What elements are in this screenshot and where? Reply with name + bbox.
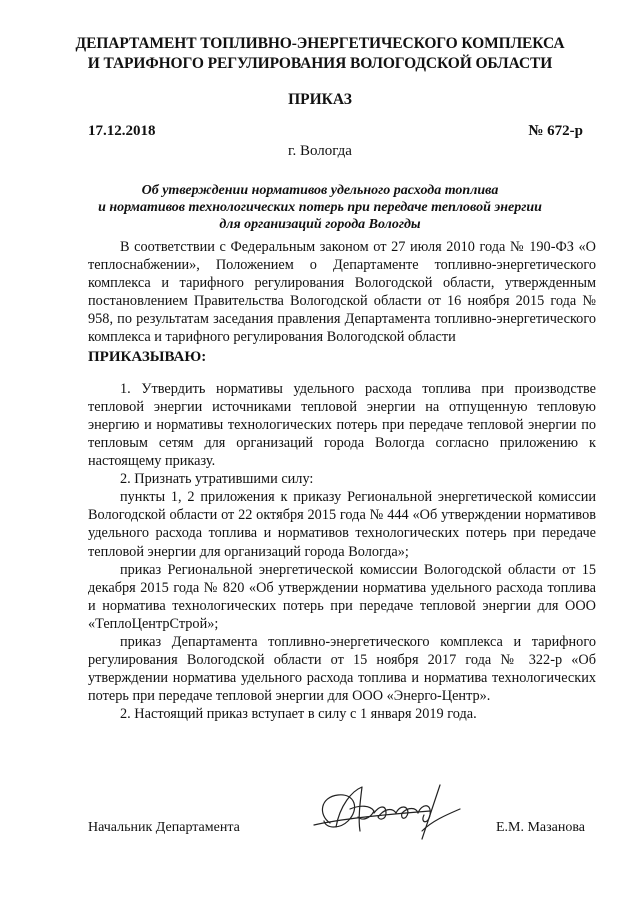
subject-line3: для организаций города Вологды — [219, 217, 421, 232]
item-2a-paragraph: пункты 1, 2 приложения к приказу Региональной энергетической комиссии Вологодской области от 22 октября 2015 года № 444 «Об утверждении нормативов удельного расхода топлива и нормативов технологических потерь при передаче тепловой энергии для организаций города Вологда»; — [88, 489, 596, 560]
org-name-line1: ДЕПАРТАМЕНТ ТОПЛИВНО-ЭНЕРГЕТИЧЕСКОГО КОМПЛЕКСА — [75, 35, 565, 52]
document-number: № 672-р — [528, 123, 583, 139]
item-3-paragraph: 2. Настоящий приказ вступает в силу с 1 января 2019 года. — [120, 706, 477, 723]
document-date: 17.12.2018 — [88, 123, 156, 139]
document-body — [88, 238, 596, 723]
document-city: г. Вологда — [288, 143, 352, 159]
document-subject — [80, 182, 560, 233]
preamble-paragraph: В соответствии с Федеральным законом от 27 июля 2010 года № 190-ФЗ «О теплоснабжении», Положением о Департаменте топливно-энергетического комплекса и тарифного регулирования Вологодской области, утвержденным постановлением Правительства Вологодской области от 16 ноября 2015 года № 958, по результатам заседания правления Департамента топливно-энергетического комплекса и тарифного регулирования Вологодской области — [88, 239, 596, 346]
signatory-position: Начальник Департамента — [88, 820, 240, 835]
signatory-name: Е.М. Мазанова — [495, 820, 585, 835]
item-2b-paragraph: приказ Региональной энергетической комиссии Вологодской области от 15 декабря 2015 года № 820 «Об утверждении норматива удельного расхода топлива и норматива технологических потерь при передаче тепловой энергии для ООО «ТеплоЦентрСтрой»; — [88, 561, 596, 632]
item-2c-paragraph: приказ Департамента топливно-энергетического комплекса и тарифного регулирования Вологодской области от 15 ноября 2017 года № 322-р «Об утверждении норматива удельного расхода топлива и норматива технологических потерь при передаче тепловой энергии для ООО «Энерго-Центр». — [88, 633, 596, 705]
order-word: ПРИКАЗЫВАЮ: — [88, 348, 207, 365]
org-name-line2: И ТАРИФНОГО РЕГУЛИРОВАНИЯ ВОЛОГОДСКОЙ ОБЛАСТИ — [87, 55, 553, 72]
handwritten-signature — [300, 775, 470, 845]
document-type-title: ПРИКАЗ — [288, 91, 352, 108]
subject-line2: и нормативов технологических потерь при передаче тепловой энергии — [98, 200, 542, 215]
item-2-paragraph: 2. Признать утратившими силу: — [120, 471, 314, 488]
item-1-paragraph: 1. Утвердить нормативы удельного расхода топлива при производстве тепловой энергии источниками тепловой энергии на отпущенную тепловую энергию и нормативы технологических потерь при передаче тепловой энергии по тепловым сетям для организаций города Вологда согласно приложению к настоящему приказу. — [88, 380, 596, 470]
organization-header — [60, 34, 580, 74]
subject-line1: Об утверждении нормативов удельного расхода топлива — [141, 183, 499, 198]
